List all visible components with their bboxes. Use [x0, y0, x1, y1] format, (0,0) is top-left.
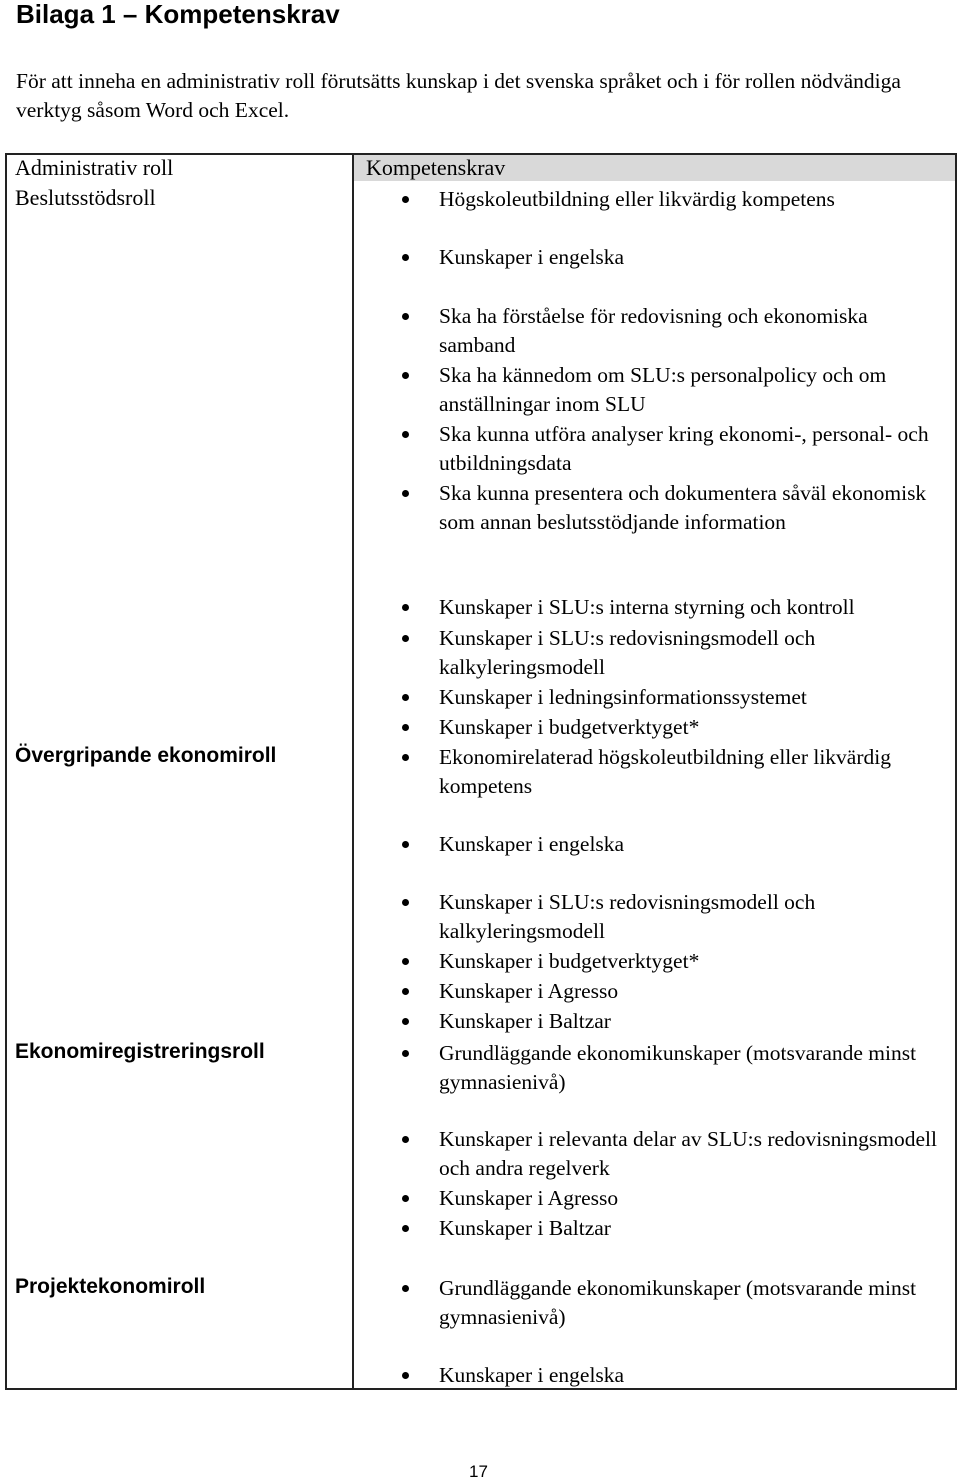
- requirement-item: Kunskaper i relevanta delar av SLU:s redovisningsmodell och andra regelverk: [388, 1125, 948, 1184]
- bullet-icon: [402, 490, 409, 497]
- requirement-item: Grundläggande ekonomikunskaper (motsvarande minst gymnasienivå): [388, 1039, 948, 1096]
- competence-table: [5, 153, 957, 1390]
- bullet-icon: [402, 1050, 409, 1057]
- requirement-list: [388, 830, 948, 859]
- requirement-list: [388, 1125, 948, 1243]
- requirement-list: [388, 185, 948, 214]
- bullet-icon: [402, 694, 409, 701]
- bullet-icon: [402, 372, 409, 379]
- header-requirements: Kompetenskrav: [366, 155, 506, 180]
- requirement-item: Kunskaper i Agresso: [388, 977, 948, 1007]
- requirement-list: [388, 743, 948, 800]
- bullet-icon: [402, 1285, 409, 1292]
- requirement-list: [388, 243, 948, 272]
- requirement-item: Kunskaper i engelska: [388, 243, 948, 272]
- requirement-list: [388, 1361, 948, 1390]
- requirement-item: Kunskaper i ledningsinformationssystemet: [388, 683, 948, 713]
- bullet-icon: [402, 1225, 409, 1232]
- page-title: Bilaga 1 – Kompetenskrav: [16, 0, 340, 29]
- intro-paragraph: För att inneha en administrativ roll förutsätts kunskap i det svenska språket och i för rollen nödvändiga verktyg såsom Word och Excel.: [16, 69, 901, 122]
- requirement-item: Kunskaper i budgetverktyget*: [388, 713, 948, 742]
- bullet-icon: [402, 988, 409, 995]
- requirement-list: [388, 1274, 948, 1331]
- requirement-item: Ska ha förståelse för redovisning och ekonomiska samband: [388, 302, 948, 361]
- role-label: Beslutsstödsroll: [15, 185, 156, 210]
- bullet-icon: [402, 958, 409, 965]
- requirement-item: Ska ha kännedom om SLU:s personalpolicy och om anställningar inom SLU: [388, 361, 948, 420]
- bullet-icon: [402, 196, 409, 203]
- bullet-icon: [402, 431, 409, 438]
- bullet-icon: [402, 254, 409, 261]
- requirement-item: Ekonomirelaterad högskoleutbildning eller likvärdig kompetens: [388, 743, 948, 800]
- requirement-item: Kunskaper i Baltzar: [388, 1214, 948, 1243]
- role-label: Projektekonomiroll: [15, 1275, 206, 1298]
- requirement-item: Kunskaper i engelska: [388, 1361, 948, 1390]
- requirement-list: [388, 593, 948, 742]
- role-label: Ekonomiregistreringsroll: [15, 1040, 265, 1063]
- bullet-icon: [402, 754, 409, 761]
- requirement-item: Kunskaper i Agresso: [388, 1184, 948, 1214]
- requirement-list: [388, 888, 948, 1036]
- bullet-icon: [402, 1195, 409, 1202]
- bullet-icon: [402, 635, 409, 642]
- requirement-item: Kunskaper i SLU:s redovisningsmodell och kalkyleringsmodell: [388, 888, 948, 947]
- column-divider: [352, 153, 354, 1390]
- bullet-icon: [402, 1136, 409, 1143]
- requirement-item: Kunskaper i budgetverktyget*: [388, 947, 948, 977]
- bullet-icon: [402, 1018, 409, 1025]
- bullet-icon: [402, 604, 409, 611]
- requirement-item: Högskoleutbildning eller likvärdig kompetens: [388, 185, 948, 214]
- role-label: Övergripande ekonomiroll: [15, 744, 277, 767]
- requirement-item: Kunskaper i SLU:s interna styrning och kontroll: [388, 593, 948, 624]
- requirement-item: Grundläggande ekonomikunskaper (motsvarande minst gymnasienivå): [388, 1274, 948, 1331]
- requirement-item: Ska kunna presentera och dokumentera såväl ekonomisk som annan beslutsstödjande information: [388, 479, 948, 536]
- header-role: Administrativ roll: [15, 155, 174, 180]
- bullet-icon: [402, 313, 409, 320]
- bullet-icon: [402, 1372, 409, 1379]
- page-number: 17: [469, 1462, 488, 1481]
- requirement-list: [388, 302, 948, 536]
- bullet-icon: [402, 841, 409, 848]
- requirement-list: [388, 1039, 948, 1096]
- requirement-item: Kunskaper i Baltzar: [388, 1007, 948, 1036]
- requirement-item: Kunskaper i SLU:s redovisningsmodell och kalkyleringsmodell: [388, 624, 948, 683]
- bullet-icon: [402, 899, 409, 906]
- requirement-item: Kunskaper i engelska: [388, 830, 948, 859]
- bullet-icon: [402, 724, 409, 731]
- requirement-item: Ska kunna utföra analyser kring ekonomi-, personal- och utbildningsdata: [388, 420, 948, 479]
